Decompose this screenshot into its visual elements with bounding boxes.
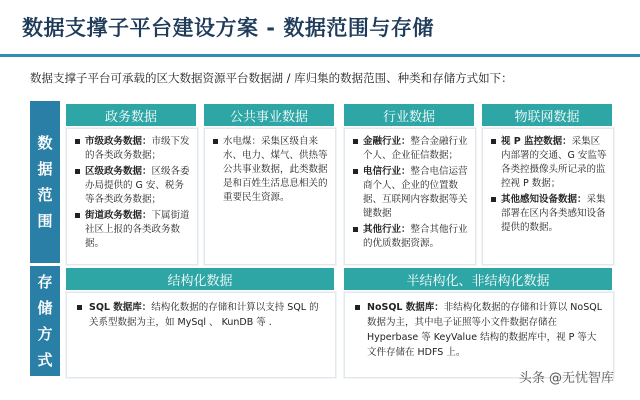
item-text: 下属街道社区上报的各类政务数据。	[85, 210, 190, 249]
title-divider	[0, 54, 640, 57]
scope-col-header-industry: 行业数据	[344, 104, 474, 126]
list-item	[367, 300, 605, 360]
item-text: 整合金融行业个人、企业征信数据；	[363, 136, 468, 161]
item-key: 视 P 监控数据：	[501, 136, 572, 147]
storage-col-structured	[66, 292, 336, 378]
watermark-text: 头条 @无忧智库	[518, 371, 614, 386]
scope-col-header-public-utility: 公共事业数据	[204, 104, 334, 126]
storage-label-text: 存储方式	[37, 273, 53, 369]
scope-col-header-iot: 物联网数据	[482, 104, 612, 126]
list-item	[223, 135, 329, 205]
item-key: 金融行业：	[363, 136, 411, 147]
item-text: 整合其他行业的优质数据资源。	[363, 224, 468, 249]
scope-col-iot	[482, 128, 614, 265]
intro-text: 数据支撑子平台可承载的区大数据资源平台数据湖 / 库归集的数据范围、种类和存储方式如下：	[30, 71, 513, 85]
list-item	[363, 135, 469, 163]
item-key: 其他行业：	[363, 224, 411, 235]
scope-col-government	[66, 128, 198, 265]
list-item	[363, 165, 469, 221]
page-title: 数据支撑子平台建设方案 - 数据范围与存储	[22, 16, 434, 40]
scope-label-text: 数据范围	[37, 134, 53, 230]
item-key: 其他感知设备数据：	[501, 194, 587, 205]
list-item	[363, 223, 469, 251]
item-key: 区级政务数据：	[85, 166, 152, 177]
item-text: 区级各委办局提供的 G 安、税务等各类政务数据；	[85, 166, 190, 205]
item-text: 整合电信运营商个人、企业的位置数据、互联网内容数据等关键数据	[363, 166, 468, 219]
item-text: 非结构化数据的存储和计算以 NoSQL 数据为主，其中电子证照等小文件数据存储在 Hyperbase 等 KeyValue 结构的数据库中，视 P 等大文件存储在 HDFS 上。	[367, 302, 603, 358]
list-item	[85, 165, 191, 207]
list-item	[501, 193, 607, 235]
item-key: 街道政务数据：	[85, 210, 152, 221]
item-text: 采集区内部署的交通、G 安监等各类控摄像头所记录的监控视 P 数据；	[501, 136, 607, 189]
list-item	[85, 135, 191, 163]
list-item	[501, 135, 607, 191]
storage-col-header-unstructured: 半结构化、非结构化数据	[344, 268, 612, 290]
item-key: 电信行业：	[363, 166, 411, 177]
item-key: SQL 数据库：	[89, 302, 152, 313]
storage-col-unstructured	[344, 292, 614, 378]
item-text: 水电煤：采集区级自来水、电力、煤气、供热等公共事业数据，此类数据是和百姓生活息息相关的重要民生资源。	[223, 136, 328, 203]
list-item	[85, 209, 191, 251]
item-key: NoSQL 数据库：	[367, 302, 444, 313]
storage-col-header-structured: 结构化数据	[66, 268, 334, 290]
scope-col-header-government: 政务数据	[66, 104, 196, 126]
item-text: 市级下发的各类政务数据；	[85, 136, 190, 161]
storage-section-label	[30, 266, 60, 376]
list-item	[89, 300, 327, 330]
scope-col-public-utility	[204, 128, 336, 265]
scope-col-industry	[344, 128, 476, 265]
scope-section-label	[30, 101, 60, 263]
item-text: 结构化数据的存储和计算以支持 SQL 的关系型数据为主，如 MySql 、 KunDB 等 .	[89, 302, 319, 328]
item-text: 采集部署在区内各类感知设备提供的数据。	[501, 194, 606, 233]
item-key: 市级政务数据：	[85, 136, 152, 147]
